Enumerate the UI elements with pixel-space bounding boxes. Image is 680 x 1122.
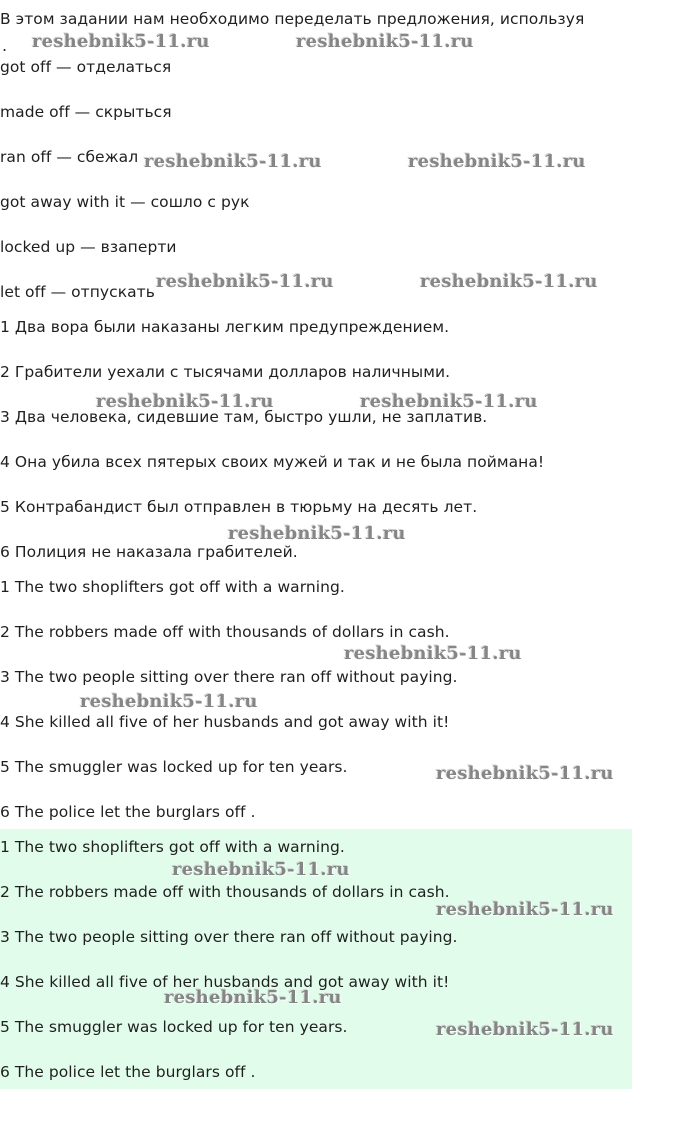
bullet-dot: . (2, 36, 8, 55)
english-sentence: 1 The two shoplifters got off with a warning. (0, 578, 345, 596)
watermark: reshebnik5-11.ru (156, 271, 334, 292)
russian-sentence: 5 Контрабандист был отправлен в тюрьму на десять лет. (0, 498, 478, 516)
vocab-item: ran off — сбежал (0, 148, 139, 166)
watermark: reshebnik5-11.ru (436, 763, 614, 784)
watermark: reshebnik5-11.ru (436, 1019, 614, 1040)
watermark: reshebnik5-11.ru (420, 271, 598, 292)
vocab-item: made off — скрыться (0, 103, 172, 121)
english-sentence: 4 She killed all five of her husbands and got away with it! (0, 713, 450, 731)
russian-sentence: 2 Грабители уехали с тысячами долларов наличными. (0, 363, 451, 381)
vocab-item: got off — отделаться (0, 58, 172, 76)
watermark: reshebnik5-11.ru (228, 523, 406, 544)
watermark: reshebnik5-11.ru (32, 31, 210, 52)
intro-text: В этом задании нам необходимо переделать предложения, используя (0, 10, 585, 28)
english-sentence: 3 The two people sitting over there ran off without paying. (0, 668, 458, 686)
russian-sentence: 1 Два вора были наказаны легким предупреждением. (0, 318, 450, 336)
watermark: reshebnik5-11.ru (296, 31, 474, 52)
watermark: reshebnik5-11.ru (96, 391, 274, 412)
watermark: reshebnik5-11.ru (344, 643, 522, 664)
english-sentence: 2 The robbers made off with thousands of dollars in cash. (0, 623, 450, 641)
vocab-item: got away with it — сошло с рук (0, 193, 250, 211)
watermark: reshebnik5-11.ru (164, 987, 342, 1008)
watermark: reshebnik5-11.ru (436, 899, 614, 920)
answer-sentence: 6 The police let the burglars off . (0, 1063, 256, 1081)
russian-sentence: 4 Она убила всех пятерых своих мужей и так и не была поймана! (0, 453, 545, 471)
russian-sentence: 6 Полиция не наказала грабителей. (0, 543, 298, 561)
english-sentence: 6 The police let the burglars off . (0, 803, 256, 821)
english-sentence: 5 The smuggler was locked up for ten years. (0, 758, 348, 776)
watermark: reshebnik5-11.ru (360, 391, 538, 412)
watermark: reshebnik5-11.ru (144, 151, 322, 172)
answer-sentence: 5 The smuggler was locked up for ten years. (0, 1018, 348, 1036)
watermark: reshebnik5-11.ru (172, 859, 350, 880)
watermark: reshebnik5-11.ru (80, 691, 258, 712)
watermark: reshebnik5-11.ru (408, 151, 586, 172)
answer-sentence: 2 The robbers made off with thousands of dollars in cash. (0, 883, 450, 901)
vocab-item: locked up — взаперти (0, 238, 177, 256)
russian-sentence: 3 Два человека, сидевшие там, быстро ушли, не заплатив. (0, 408, 488, 426)
answer-sentence: 1 The two shoplifters got off with a warning. (0, 838, 345, 856)
vocab-item: let off — отпускать (0, 283, 155, 301)
answer-sentence: 3 The two people sitting over there ran off without paying. (0, 928, 458, 946)
answer-sentence: 4 She killed all five of her husbands and got away with it! (0, 973, 450, 991)
